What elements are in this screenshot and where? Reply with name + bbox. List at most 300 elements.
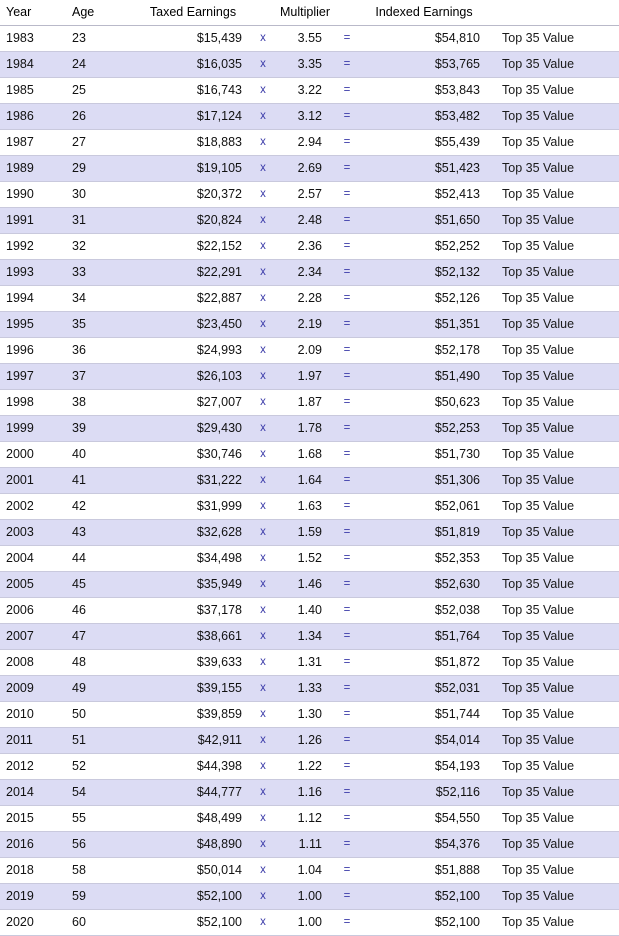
table-row: [0, 780, 619, 806]
cell-multiplier: 2.94: [274, 130, 336, 156]
cell-multiplier: 2.19: [274, 312, 336, 338]
multiply-symbol-icon: x: [252, 832, 274, 858]
equals-symbol-icon: =: [336, 286, 358, 312]
cell-indexed-earnings: $53,482: [358, 104, 490, 130]
cell-indexed-earnings: $52,132: [358, 260, 490, 286]
multiply-symbol-icon: x: [252, 312, 274, 338]
equals-symbol-icon: =: [336, 104, 358, 130]
cell-age: 31: [64, 208, 134, 234]
cell-taxed-earnings: $39,155: [134, 676, 252, 702]
cell-year: 1993: [0, 260, 64, 286]
cell-age: 48: [64, 650, 134, 676]
cell-indexed-earnings: $52,178: [358, 338, 490, 364]
cell-indexed-earnings: $51,872: [358, 650, 490, 676]
cell-top35-note: Top 35 Value: [490, 702, 619, 728]
cell-taxed-earnings: $22,152: [134, 234, 252, 260]
table-row: [0, 494, 619, 520]
equals-symbol-icon: =: [336, 260, 358, 286]
cell-year: 1999: [0, 416, 64, 442]
equals-symbol-icon: =: [336, 130, 358, 156]
cell-taxed-earnings: $29,430: [134, 416, 252, 442]
column-header-multiply-symbol: [252, 0, 274, 26]
equals-symbol-icon: =: [336, 442, 358, 468]
multiply-symbol-icon: x: [252, 52, 274, 78]
cell-taxed-earnings: $22,887: [134, 286, 252, 312]
table-row: [0, 260, 619, 286]
cell-multiplier: 1.63: [274, 494, 336, 520]
cell-age: 24: [64, 52, 134, 78]
cell-age: 42: [64, 494, 134, 520]
multiply-symbol-icon: x: [252, 364, 274, 390]
multiply-symbol-icon: x: [252, 598, 274, 624]
cell-taxed-earnings: $31,999: [134, 494, 252, 520]
cell-top35-note: Top 35 Value: [490, 338, 619, 364]
cell-indexed-earnings: $54,193: [358, 754, 490, 780]
table-row: [0, 676, 619, 702]
column-header-age: Age: [64, 0, 134, 26]
cell-top35-note: Top 35 Value: [490, 832, 619, 858]
cell-indexed-earnings: $53,765: [358, 52, 490, 78]
cell-multiplier: 2.34: [274, 260, 336, 286]
cell-multiplier: 1.34: [274, 624, 336, 650]
equals-symbol-icon: =: [336, 572, 358, 598]
cell-top35-note: Top 35 Value: [490, 884, 619, 910]
cell-age: 49: [64, 676, 134, 702]
multiply-symbol-icon: x: [252, 78, 274, 104]
column-header-multiplier: Multiplier: [274, 0, 336, 26]
cell-top35-note: Top 35 Value: [490, 364, 619, 390]
cell-multiplier: 2.57: [274, 182, 336, 208]
cell-age: 33: [64, 260, 134, 286]
cell-top35-note: Top 35 Value: [490, 182, 619, 208]
equals-symbol-icon: =: [336, 156, 358, 182]
cell-top35-note: Top 35 Value: [490, 624, 619, 650]
cell-indexed-earnings: $52,413: [358, 182, 490, 208]
multiply-symbol-icon: x: [252, 390, 274, 416]
cell-age: 34: [64, 286, 134, 312]
cell-age: 59: [64, 884, 134, 910]
cell-taxed-earnings: $20,372: [134, 182, 252, 208]
cell-year: 2000: [0, 442, 64, 468]
cell-top35-note: Top 35 Value: [490, 650, 619, 676]
table-row: [0, 26, 619, 52]
cell-multiplier: 1.26: [274, 728, 336, 754]
multiply-symbol-icon: x: [252, 416, 274, 442]
multiply-symbol-icon: x: [252, 442, 274, 468]
cell-multiplier: 3.55: [274, 26, 336, 52]
equals-symbol-icon: =: [336, 520, 358, 546]
multiply-symbol-icon: x: [252, 468, 274, 494]
cell-taxed-earnings: $35,949: [134, 572, 252, 598]
cell-taxed-earnings: $48,890: [134, 832, 252, 858]
multiply-symbol-icon: x: [252, 624, 274, 650]
equals-symbol-icon: =: [336, 650, 358, 676]
equals-symbol-icon: =: [336, 182, 358, 208]
cell-age: 47: [64, 624, 134, 650]
cell-top35-note: Top 35 Value: [490, 572, 619, 598]
cell-indexed-earnings: $52,126: [358, 286, 490, 312]
cell-multiplier: 1.12: [274, 806, 336, 832]
cell-top35-note: Top 35 Value: [490, 390, 619, 416]
cell-age: 23: [64, 26, 134, 52]
cell-year: 1995: [0, 312, 64, 338]
equals-symbol-icon: =: [336, 598, 358, 624]
equals-symbol-icon: =: [336, 676, 358, 702]
table-body: [0, 26, 619, 936]
cell-year: 1987: [0, 130, 64, 156]
cell-top35-note: Top 35 Value: [490, 416, 619, 442]
cell-indexed-earnings: $51,764: [358, 624, 490, 650]
cell-age: 35: [64, 312, 134, 338]
cell-age: 44: [64, 546, 134, 572]
cell-multiplier: 1.87: [274, 390, 336, 416]
table-row: [0, 728, 619, 754]
cell-taxed-earnings: $27,007: [134, 390, 252, 416]
cell-top35-note: Top 35 Value: [490, 26, 619, 52]
cell-age: 30: [64, 182, 134, 208]
cell-age: 46: [64, 598, 134, 624]
cell-top35-note: Top 35 Value: [490, 130, 619, 156]
equals-symbol-icon: =: [336, 546, 358, 572]
cell-age: 56: [64, 832, 134, 858]
equals-symbol-icon: =: [336, 338, 358, 364]
cell-year: 1990: [0, 182, 64, 208]
equals-symbol-icon: =: [336, 832, 358, 858]
cell-indexed-earnings: $51,819: [358, 520, 490, 546]
cell-year: 2009: [0, 676, 64, 702]
cell-top35-note: Top 35 Value: [490, 494, 619, 520]
cell-top35-note: Top 35 Value: [490, 754, 619, 780]
table-header-row: [0, 0, 619, 26]
cell-age: 45: [64, 572, 134, 598]
cell-multiplier: 3.12: [274, 104, 336, 130]
cell-taxed-earnings: $52,100: [134, 910, 252, 936]
cell-year: 1992: [0, 234, 64, 260]
multiply-symbol-icon: x: [252, 910, 274, 936]
table-row: [0, 78, 619, 104]
equals-symbol-icon: =: [336, 754, 358, 780]
cell-taxed-earnings: $39,633: [134, 650, 252, 676]
multiply-symbol-icon: x: [252, 338, 274, 364]
multiply-symbol-icon: x: [252, 156, 274, 182]
cell-year: 2007: [0, 624, 64, 650]
cell-top35-note: Top 35 Value: [490, 520, 619, 546]
table-row: [0, 156, 619, 182]
table-row: [0, 104, 619, 130]
column-header-indexed-earnings: Indexed Earnings: [358, 0, 490, 26]
column-header-note: [490, 0, 619, 26]
cell-indexed-earnings: $51,351: [358, 312, 490, 338]
cell-taxed-earnings: $30,746: [134, 442, 252, 468]
cell-taxed-earnings: $38,661: [134, 624, 252, 650]
multiply-symbol-icon: x: [252, 546, 274, 572]
cell-taxed-earnings: $17,124: [134, 104, 252, 130]
cell-top35-note: Top 35 Value: [490, 52, 619, 78]
cell-taxed-earnings: $18,883: [134, 130, 252, 156]
multiply-symbol-icon: x: [252, 754, 274, 780]
multiply-symbol-icon: x: [252, 208, 274, 234]
cell-top35-note: Top 35 Value: [490, 546, 619, 572]
cell-age: 58: [64, 858, 134, 884]
equals-symbol-icon: =: [336, 234, 358, 260]
equals-symbol-icon: =: [336, 208, 358, 234]
column-header-year: Year: [0, 0, 64, 26]
table-row: [0, 910, 619, 936]
cell-top35-note: Top 35 Value: [490, 858, 619, 884]
cell-indexed-earnings: $52,100: [358, 910, 490, 936]
cell-multiplier: 1.30: [274, 702, 336, 728]
column-header-equals-symbol: [336, 0, 358, 26]
column-header-taxed-earnings: Taxed Earnings: [134, 0, 252, 26]
multiply-symbol-icon: x: [252, 234, 274, 260]
cell-indexed-earnings: $55,439: [358, 130, 490, 156]
cell-year: 2002: [0, 494, 64, 520]
table-row: [0, 884, 619, 910]
table-row: [0, 546, 619, 572]
cell-multiplier: 1.11: [274, 832, 336, 858]
cell-top35-note: Top 35 Value: [490, 156, 619, 182]
cell-taxed-earnings: $44,398: [134, 754, 252, 780]
table-row: [0, 364, 619, 390]
cell-year: 2001: [0, 468, 64, 494]
multiply-symbol-icon: x: [252, 728, 274, 754]
cell-taxed-earnings: $23,450: [134, 312, 252, 338]
cell-age: 54: [64, 780, 134, 806]
cell-year: 2010: [0, 702, 64, 728]
table-row: [0, 572, 619, 598]
table-row: [0, 598, 619, 624]
table-row: [0, 520, 619, 546]
table-row: [0, 806, 619, 832]
cell-indexed-earnings: $52,353: [358, 546, 490, 572]
cell-age: 27: [64, 130, 134, 156]
cell-year: 1986: [0, 104, 64, 130]
cell-taxed-earnings: $44,777: [134, 780, 252, 806]
cell-top35-note: Top 35 Value: [490, 728, 619, 754]
cell-age: 40: [64, 442, 134, 468]
cell-indexed-earnings: $52,116: [358, 780, 490, 806]
cell-age: 36: [64, 338, 134, 364]
multiply-symbol-icon: x: [252, 520, 274, 546]
cell-taxed-earnings: $19,105: [134, 156, 252, 182]
cell-age: 55: [64, 806, 134, 832]
cell-multiplier: 1.97: [274, 364, 336, 390]
cell-top35-note: Top 35 Value: [490, 104, 619, 130]
cell-age: 50: [64, 702, 134, 728]
cell-age: 38: [64, 390, 134, 416]
multiply-symbol-icon: x: [252, 130, 274, 156]
cell-indexed-earnings: $51,423: [358, 156, 490, 182]
table-row: [0, 338, 619, 364]
multiply-symbol-icon: x: [252, 182, 274, 208]
cell-top35-note: Top 35 Value: [490, 676, 619, 702]
cell-year: 1998: [0, 390, 64, 416]
cell-indexed-earnings: $50,623: [358, 390, 490, 416]
cell-indexed-earnings: $52,252: [358, 234, 490, 260]
cell-multiplier: 1.40: [274, 598, 336, 624]
cell-year: 1994: [0, 286, 64, 312]
cell-indexed-earnings: $52,031: [358, 676, 490, 702]
cell-top35-note: Top 35 Value: [490, 806, 619, 832]
cell-multiplier: 2.69: [274, 156, 336, 182]
cell-age: 37: [64, 364, 134, 390]
cell-indexed-earnings: $51,730: [358, 442, 490, 468]
equals-symbol-icon: =: [336, 624, 358, 650]
multiply-symbol-icon: x: [252, 676, 274, 702]
table-row: [0, 650, 619, 676]
cell-multiplier: 1.59: [274, 520, 336, 546]
cell-multiplier: 1.00: [274, 884, 336, 910]
equals-symbol-icon: =: [336, 910, 358, 936]
cell-age: 52: [64, 754, 134, 780]
table-row: [0, 390, 619, 416]
cell-age: 41: [64, 468, 134, 494]
cell-age: 39: [64, 416, 134, 442]
cell-multiplier: 2.48: [274, 208, 336, 234]
cell-multiplier: 2.09: [274, 338, 336, 364]
cell-top35-note: Top 35 Value: [490, 910, 619, 936]
cell-top35-note: Top 35 Value: [490, 468, 619, 494]
multiply-symbol-icon: x: [252, 884, 274, 910]
table-row: [0, 858, 619, 884]
cell-indexed-earnings: $54,810: [358, 26, 490, 52]
cell-year: 2016: [0, 832, 64, 858]
cell-year: 2012: [0, 754, 64, 780]
cell-taxed-earnings: $24,993: [134, 338, 252, 364]
equals-symbol-icon: =: [336, 416, 358, 442]
cell-taxed-earnings: $34,498: [134, 546, 252, 572]
cell-top35-note: Top 35 Value: [490, 780, 619, 806]
multiply-symbol-icon: x: [252, 806, 274, 832]
table-row: [0, 754, 619, 780]
cell-multiplier: 1.31: [274, 650, 336, 676]
equals-symbol-icon: =: [336, 780, 358, 806]
cell-taxed-earnings: $39,859: [134, 702, 252, 728]
cell-taxed-earnings: $42,911: [134, 728, 252, 754]
multiply-symbol-icon: x: [252, 104, 274, 130]
table-row: [0, 130, 619, 156]
equals-symbol-icon: =: [336, 26, 358, 52]
multiply-symbol-icon: x: [252, 780, 274, 806]
multiply-symbol-icon: x: [252, 494, 274, 520]
cell-indexed-earnings: $54,550: [358, 806, 490, 832]
cell-age: 26: [64, 104, 134, 130]
cell-year: 2019: [0, 884, 64, 910]
cell-multiplier: 2.36: [274, 234, 336, 260]
cell-top35-note: Top 35 Value: [490, 208, 619, 234]
multiply-symbol-icon: x: [252, 650, 274, 676]
equals-symbol-icon: =: [336, 728, 358, 754]
cell-indexed-earnings: $51,490: [358, 364, 490, 390]
cell-age: 60: [64, 910, 134, 936]
cell-age: 25: [64, 78, 134, 104]
cell-top35-note: Top 35 Value: [490, 442, 619, 468]
equals-symbol-icon: =: [336, 858, 358, 884]
equals-symbol-icon: =: [336, 52, 358, 78]
cell-year: 2014: [0, 780, 64, 806]
table-row: [0, 234, 619, 260]
equals-symbol-icon: =: [336, 702, 358, 728]
cell-year: 2006: [0, 598, 64, 624]
table-row: [0, 702, 619, 728]
table-row: [0, 468, 619, 494]
cell-taxed-earnings: $15,439: [134, 26, 252, 52]
multiply-symbol-icon: x: [252, 260, 274, 286]
cell-multiplier: 1.33: [274, 676, 336, 702]
cell-top35-note: Top 35 Value: [490, 260, 619, 286]
table-row: [0, 442, 619, 468]
equals-symbol-icon: =: [336, 494, 358, 520]
cell-year: 2011: [0, 728, 64, 754]
cell-year: 1985: [0, 78, 64, 104]
cell-multiplier: 3.35: [274, 52, 336, 78]
cell-top35-note: Top 35 Value: [490, 312, 619, 338]
cell-indexed-earnings: $53,843: [358, 78, 490, 104]
cell-year: 1996: [0, 338, 64, 364]
cell-top35-note: Top 35 Value: [490, 598, 619, 624]
equals-symbol-icon: =: [336, 78, 358, 104]
cell-year: 2008: [0, 650, 64, 676]
cell-multiplier: 1.68: [274, 442, 336, 468]
cell-multiplier: 1.78: [274, 416, 336, 442]
cell-taxed-earnings: $37,178: [134, 598, 252, 624]
table-row: [0, 182, 619, 208]
cell-top35-note: Top 35 Value: [490, 286, 619, 312]
multiply-symbol-icon: x: [252, 26, 274, 52]
table-header: [0, 0, 619, 26]
equals-symbol-icon: =: [336, 468, 358, 494]
cell-taxed-earnings: $20,824: [134, 208, 252, 234]
cell-indexed-earnings: $51,306: [358, 468, 490, 494]
cell-age: 29: [64, 156, 134, 182]
cell-taxed-earnings: $16,035: [134, 52, 252, 78]
cell-year: 1997: [0, 364, 64, 390]
cell-year: 1984: [0, 52, 64, 78]
cell-age: 32: [64, 234, 134, 260]
cell-taxed-earnings: $48,499: [134, 806, 252, 832]
table-row: [0, 208, 619, 234]
cell-year: 2015: [0, 806, 64, 832]
cell-top35-note: Top 35 Value: [490, 78, 619, 104]
cell-taxed-earnings: $52,100: [134, 884, 252, 910]
equals-symbol-icon: =: [336, 390, 358, 416]
equals-symbol-icon: =: [336, 312, 358, 338]
cell-year: 2003: [0, 520, 64, 546]
multiply-symbol-icon: x: [252, 858, 274, 884]
cell-taxed-earnings: $32,628: [134, 520, 252, 546]
cell-indexed-earnings: $52,253: [358, 416, 490, 442]
cell-taxed-earnings: $50,014: [134, 858, 252, 884]
cell-multiplier: 1.04: [274, 858, 336, 884]
cell-multiplier: 3.22: [274, 78, 336, 104]
multiply-symbol-icon: x: [252, 702, 274, 728]
cell-multiplier: 1.64: [274, 468, 336, 494]
equals-symbol-icon: =: [336, 364, 358, 390]
table-row: [0, 416, 619, 442]
cell-indexed-earnings: $51,744: [358, 702, 490, 728]
cell-indexed-earnings: $54,376: [358, 832, 490, 858]
cell-taxed-earnings: $16,743: [134, 78, 252, 104]
cell-multiplier: 1.22: [274, 754, 336, 780]
cell-year: 2018: [0, 858, 64, 884]
table-row: [0, 312, 619, 338]
cell-year: 1991: [0, 208, 64, 234]
cell-year: 2020: [0, 910, 64, 936]
cell-year: 1983: [0, 26, 64, 52]
cell-indexed-earnings: $52,061: [358, 494, 490, 520]
cell-year: 2004: [0, 546, 64, 572]
cell-indexed-earnings: $51,888: [358, 858, 490, 884]
